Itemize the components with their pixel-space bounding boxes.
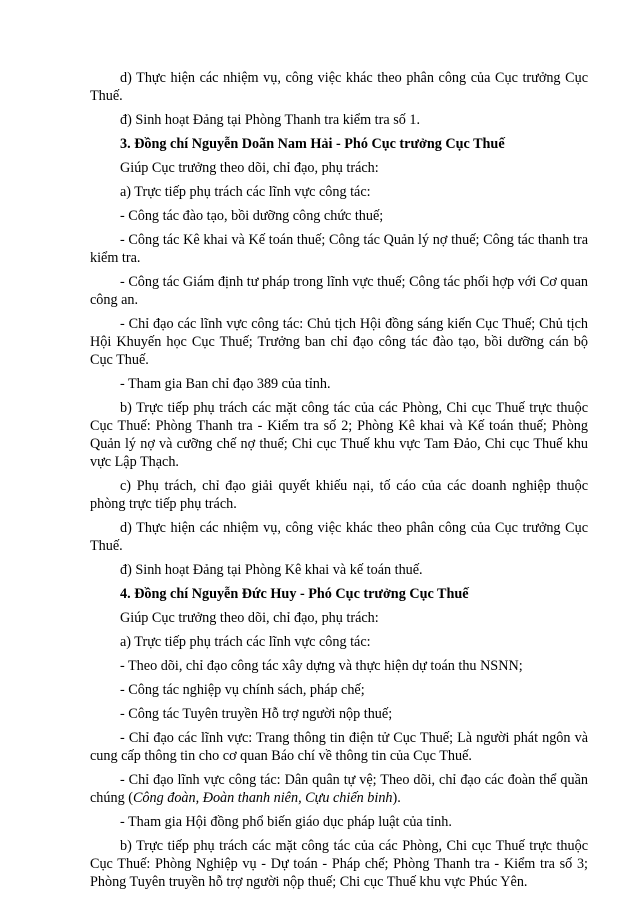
paragraph: đ) Sinh hoạt Đảng tại Phòng Thanh tra kiểm tra số 1. [120, 112, 420, 128]
section-heading: 3. Đồng chí Nguyễn Doãn Nam Hải - Phó Cục trưởng Cục Thuế [120, 136, 505, 152]
paragraph: đ) Sinh hoạt Đảng tại Phòng Kê khai và kế toán thuế. [120, 562, 423, 578]
list-item: - Chỉ đạo các lĩnh vực công tác: Chủ tịch Hội đồng sáng kiến Cục Thuế; Chủ tịch Hội Khuyến học Cục Thuế; Trưởng ban chỉ đạo công tác đào tạo, bồi dưỡng cán bộ Cục Thuế. [90, 316, 588, 368]
paragraph: d) Thực hiện các nhiệm vụ, công việc khác theo phân công của Cục trưởng Cục Thuế. [90, 520, 588, 554]
paragraph: Giúp Cục trưởng theo dõi, chỉ đạo, phụ trách: [120, 610, 379, 626]
list-item: - Công tác đào tạo, bồi dưỡng công chức thuế; [120, 208, 384, 224]
list-item [90, 771, 588, 807]
list-item-italic-text: Công đoàn, Đoàn thanh niên, Cựu chiến binh [132, 790, 393, 806]
list-item: - Công tác Tuyên truyền Hỗ trợ người nộp thuế; [120, 706, 393, 722]
list-item: - Tham gia Ban chỉ đạo 389 của tỉnh. [120, 376, 331, 392]
paragraph: a) Trực tiếp phụ trách các lĩnh vực công tác: [120, 184, 371, 200]
list-item: - Công tác Giám định tư pháp trong lĩnh vực thuế; Công tác phối hợp với Cơ quan công an. [90, 274, 588, 308]
list-item-suffix: ). [392, 790, 401, 806]
paragraph: d) Thực hiện các nhiệm vụ, công việc khác theo phân công của Cục trưởng Cục Thuế. [90, 70, 588, 104]
paragraph: a) Trực tiếp phụ trách các lĩnh vực công tác: [120, 634, 371, 650]
list-item: - Theo dõi, chỉ đạo công tác xây dựng và thực hiện dự toán thu NSNN; [120, 658, 523, 674]
list-item: - Công tác nghiệp vụ chính sách, pháp chế; [120, 682, 365, 698]
document-body [90, 69, 588, 897]
list-item-text: - Chỉ đạo lĩnh vực công tác: Dân quân tự vệ; Theo dõi, chỉ đạo các đoàn thể quần chúng ( [90, 772, 588, 806]
paragraph: c) Phụ trách, chỉ đạo giải quyết khiếu nại, tố cáo của các doanh nghiệp thuộc phòng trực tiếp phụ trách. [90, 478, 588, 512]
list-item: - Chỉ đạo các lĩnh vực: Trang thông tin điện tử Cục Thuế; Là người phát ngôn và cung cấp thông tin cho cơ quan Báo chí về thông tin của Cục Thuế. [90, 730, 588, 764]
paragraph: b) Trực tiếp phụ trách các mặt công tác của các Phòng, Chi cục Thuế trực thuộc Cục Thuế: Phòng Nghiệp vụ - Dự toán - Pháp chế; Phòng Thanh tra - Kiểm tra số 3; Phòng Tuyên truyền hỗ trợ người nộp thuế; Chi cục Thuế khu vực Phúc Yên. [90, 838, 588, 890]
list-item: - Công tác Kê khai và Kế toán thuế; Công tác Quản lý nợ thuế; Công tác thanh tra kiểm tra. [90, 232, 588, 266]
section-heading: 4. Đồng chí Nguyễn Đức Huy - Phó Cục trưởng Cục Thuế [120, 586, 469, 602]
list-item: - Tham gia Hội đồng phổ biến giáo dục pháp luật của tỉnh. [120, 814, 452, 830]
paragraph: b) Trực tiếp phụ trách các mặt công tác của các Phòng, Chi cục Thuế trực thuộc Cục Thuế: Phòng Thanh tra - Kiểm tra số 2; Phòng Kê khai và Kế toán thuế; Phòng Quản lý nợ và cưỡng chế nợ thuế; Chi cục Thuế khu vực Tam Đảo, Chi cục Thuế khu vực Lập Thạch. [90, 400, 588, 470]
paragraph: Giúp Cục trưởng theo dõi, chỉ đạo, phụ trách: [120, 160, 379, 176]
